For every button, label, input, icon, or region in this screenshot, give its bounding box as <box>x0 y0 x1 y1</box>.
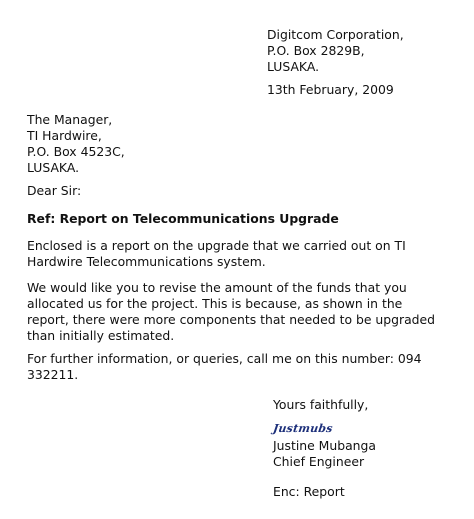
body-paragraph-1 <box>27 238 406 270</box>
sender-address-line: LUSAKA. <box>267 59 320 74</box>
reference-line: Ref: Report on Telecommunications Upgrade <box>27 211 339 226</box>
paragraph-line: We would like you to revise the amount of the funds that you <box>27 280 407 295</box>
handwritten-signature: Justmubs <box>272 422 334 435</box>
closing: Yours faithfully, <box>273 397 369 412</box>
recipient-address-line: The Manager, <box>27 112 113 127</box>
paragraph-line: For further information, or queries, call me on this number: 094 <box>27 351 422 366</box>
signer-block <box>273 438 376 470</box>
body-paragraph-3 <box>27 351 422 383</box>
salutation: Dear Sir: <box>27 183 82 198</box>
recipient-address <box>27 112 125 176</box>
paragraph-line: Enclosed is a report on the upgrade that we carried out on TI <box>27 238 406 253</box>
body-paragraph-2 <box>27 280 435 344</box>
sender-address <box>267 27 404 75</box>
paragraph-line: report, there were more components that needed to be upgraded <box>27 312 436 327</box>
sender-address-line: Digitcom Corporation, <box>267 27 404 42</box>
paragraph-line: Hardwire Telecommunications system. <box>27 254 266 269</box>
recipient-address-line: LUSAKA. <box>27 160 80 175</box>
paragraph-line: than initially estimated. <box>27 328 175 343</box>
signer-title: Chief Engineer <box>273 454 365 469</box>
sender-address-line: P.O. Box 2829B, <box>267 43 365 58</box>
recipient-address-line: P.O. Box 4523C, <box>27 144 125 159</box>
paragraph-line: allocated us for the project. This is because, as shown in the <box>27 296 403 311</box>
signer-name: Justine Mubanga <box>273 438 376 453</box>
letter-date: 13th February, 2009 <box>267 82 394 97</box>
paragraph-line: 332211. <box>27 367 79 382</box>
recipient-address-line: TI Hardwire, <box>27 128 102 143</box>
enclosure-note: Enc: Report <box>273 484 345 499</box>
